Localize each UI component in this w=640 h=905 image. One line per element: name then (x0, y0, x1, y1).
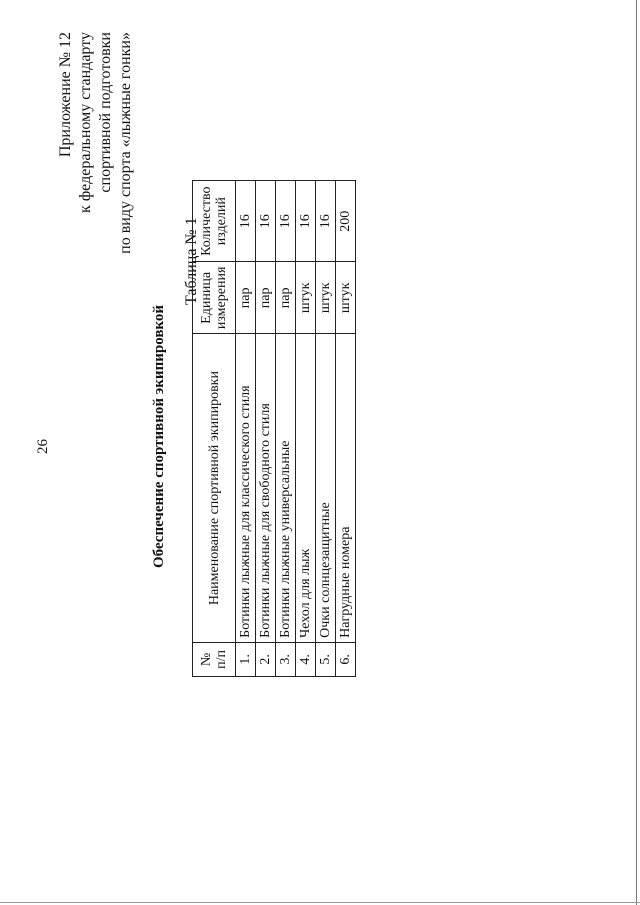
header-qty-line-2: изделий (214, 197, 229, 246)
header-num-line-2: п/п (214, 649, 229, 669)
cell-name: Ботинки лыжные универсальные (276, 334, 296, 643)
cell-qty: 16 (296, 181, 316, 262)
appendix-text (56, 32, 136, 432)
table-row (236, 181, 256, 677)
appendix-line-4: по виду спорта «лыжные гонки» (117, 32, 134, 254)
header-unit-line-2: измерения (214, 266, 229, 330)
appendix-line-2: к федеральному стандарту (77, 32, 94, 213)
cell-num: 1. (236, 642, 256, 676)
cell-name: Ботинки лыжные для классического стиля (236, 334, 256, 643)
section-title: Обеспечение спортивной экипировкой (151, 304, 167, 568)
header-num (193, 642, 236, 676)
cell-unit: штук (316, 262, 336, 334)
cell-unit: штук (336, 262, 356, 334)
cell-qty: 16 (236, 181, 256, 262)
header-qty (193, 181, 236, 262)
cell-name: Очки солнцезащитные (316, 334, 336, 643)
cell-num: 5. (316, 642, 336, 676)
cell-name: Ботинки лыжные для свободного стиля (256, 334, 276, 643)
cell-num: 3. (276, 642, 296, 676)
table-row (316, 181, 336, 677)
cell-qty: 16 (256, 181, 276, 262)
header-num-line-1: № (199, 652, 214, 667)
cell-unit: пар (276, 262, 296, 334)
table-row (256, 181, 276, 677)
appendix-line-3: спортивной подготовки (97, 32, 114, 193)
header-name: Наименование спортивной экипировки (193, 334, 236, 643)
page-number: 26 (35, 439, 51, 454)
cell-num: 6. (336, 642, 356, 676)
table-number: Таблица № 1 (183, 217, 200, 305)
cell-unit: штук (296, 262, 316, 334)
cell-unit: пар (256, 262, 276, 334)
appendix-block (56, 32, 146, 435)
cell-num: 4. (296, 642, 316, 676)
cell-name: Нагрудные номера (336, 334, 356, 643)
header-unit-line-1: Единица (199, 271, 214, 324)
cell-num: 2. (256, 642, 276, 676)
appendix-line-1: Приложение № 12 (57, 32, 74, 158)
equipment-table (192, 180, 356, 677)
table-row (296, 181, 316, 677)
cell-unit: пар (236, 262, 256, 334)
cell-name: Чехол для лыж (296, 334, 316, 643)
cell-qty: 16 (316, 181, 336, 262)
table-header-row (193, 181, 236, 677)
table-row (276, 181, 296, 677)
header-qty-line-1: Количество (199, 186, 214, 256)
cell-qty: 16 (276, 181, 296, 262)
table-row (336, 181, 356, 677)
header-unit (193, 262, 236, 334)
cell-qty: 200 (336, 181, 356, 262)
